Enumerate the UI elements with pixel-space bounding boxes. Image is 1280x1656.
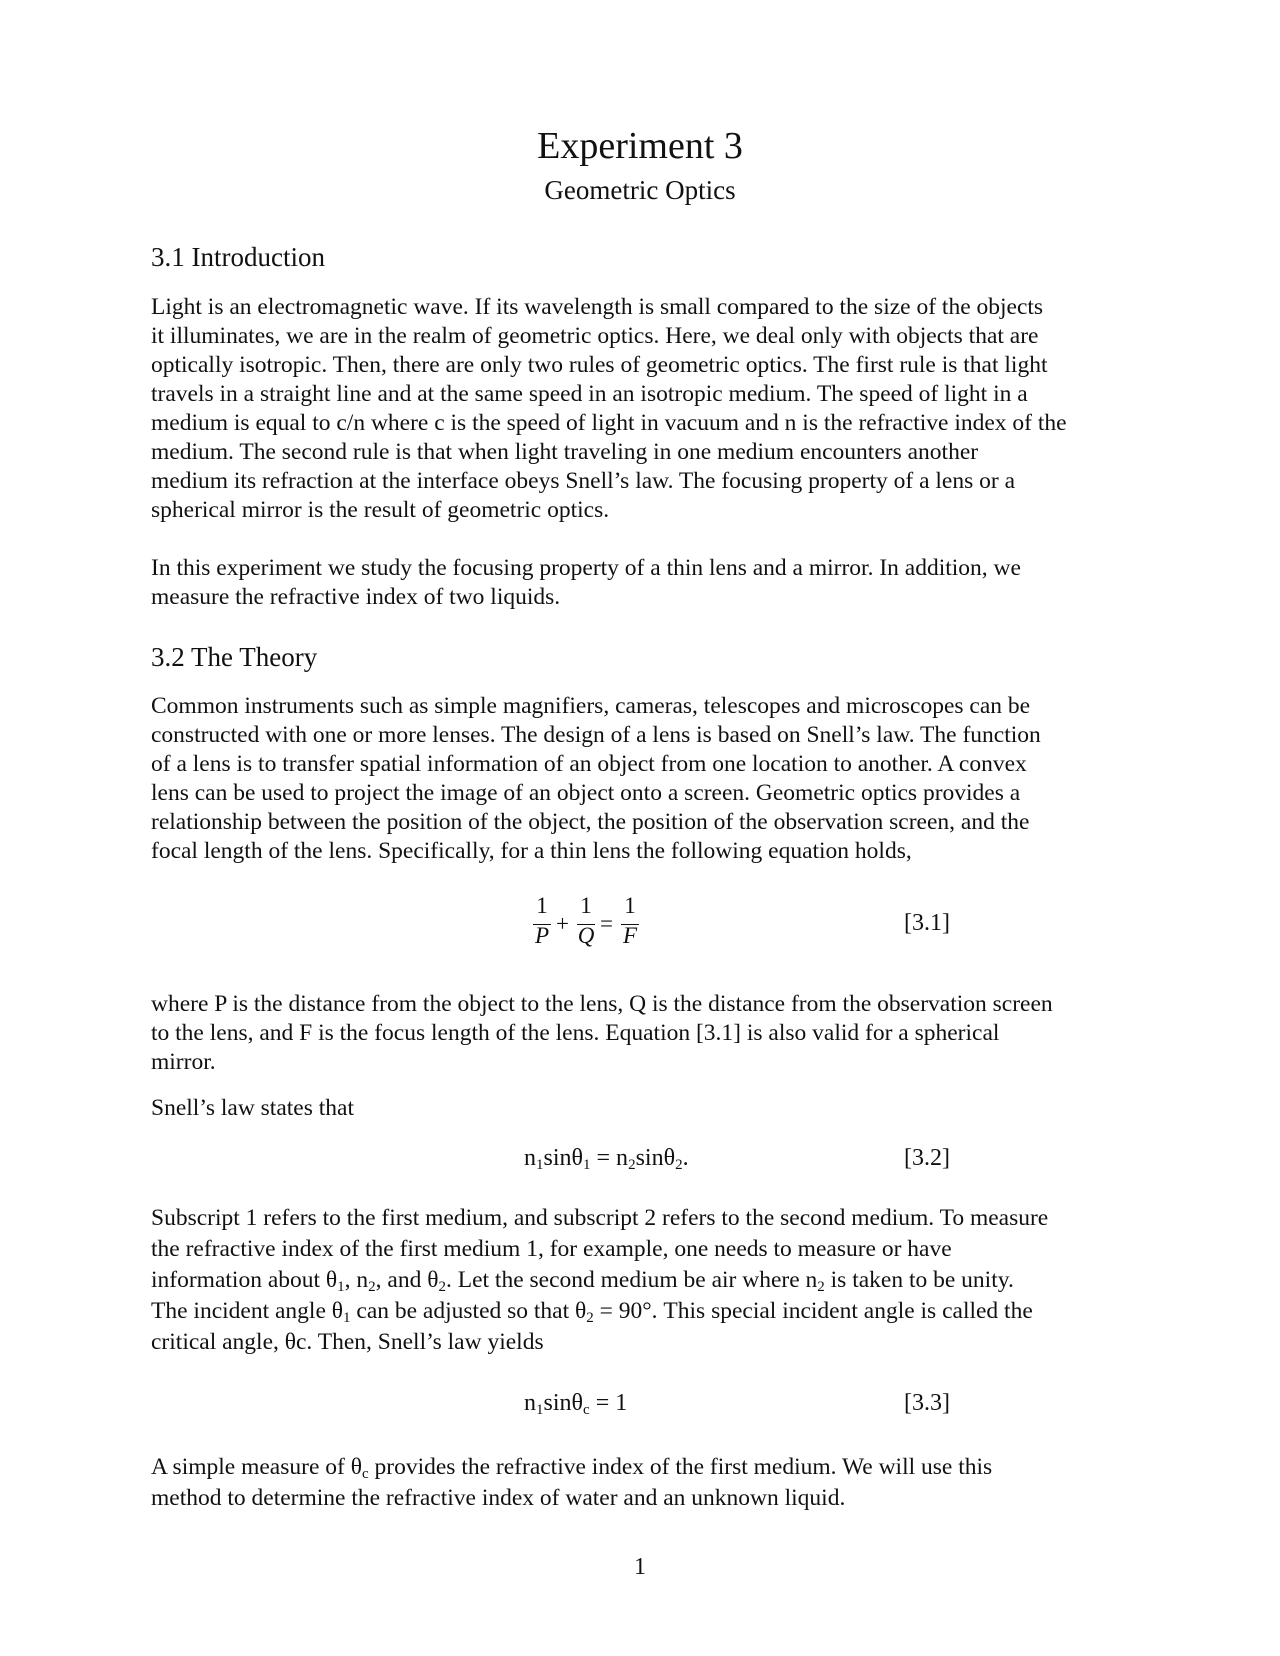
page-number: 1 xyxy=(634,1554,646,1580)
text-line: Light is an electromagnetic wave. If its wavelength is small compared to the size of the objects xyxy=(151,294,1044,320)
equals-sign: = xyxy=(600,911,613,936)
section-heading-introduction: 3.1 Introduction xyxy=(151,242,325,272)
plus-sign: + xyxy=(556,911,569,936)
text-line: spherical mirror is the result of geometric optics. xyxy=(151,497,610,523)
text-line: optically isotropic. Then, there are only two rules of geometric optics. The first rule is that light xyxy=(151,352,1048,378)
subscript: 2 xyxy=(368,1279,376,1295)
subscript: 1 xyxy=(536,1157,544,1173)
document-title: Experiment 3 xyxy=(537,125,743,167)
text-line: mirror. xyxy=(151,1049,216,1075)
subscript: c xyxy=(361,1466,369,1482)
text-line: relationship between the position of the object, the position of the observation screen, and the xyxy=(151,809,1030,835)
numerator: 1 xyxy=(580,893,592,918)
text-line: method to determine the refractive index of water and an unknown liquid. xyxy=(151,1485,846,1511)
intro-paragraph-1 xyxy=(151,293,1136,525)
text-line: of a lens is to transfer spatial information of an object from one location to another. A convex xyxy=(151,751,1027,777)
denominator: Q xyxy=(577,923,595,948)
text-line: Snell’s law states that xyxy=(151,1095,354,1121)
text-line: focal length of the lens. Specifically, for a thin lens the following equation holds, xyxy=(151,838,912,864)
text-run: information about θ xyxy=(151,1267,338,1293)
theory-paragraph-4 xyxy=(151,1203,1136,1358)
equation-label-3-2: [3.2] xyxy=(904,1145,950,1171)
intro-paragraph-2 xyxy=(151,554,1136,612)
text-run: . Let the second medium be air where n xyxy=(445,1267,818,1293)
text-line: to the lens, and F is the focus length of the lens. Equation [3.1] is also valid for a spherical xyxy=(151,1020,1000,1046)
eq-text: n xyxy=(524,1145,536,1171)
equation-3-3 xyxy=(524,1390,627,1417)
text-line: medium is equal to c/n where c is the speed of light in vacuum and n is the refractive index of the xyxy=(151,410,1067,436)
theory-paragraph-1 xyxy=(151,692,1136,866)
subscript: 1 xyxy=(343,1310,351,1326)
eq-text: sinθ xyxy=(543,1145,584,1171)
equation-label-3-1: [3.1] xyxy=(904,910,950,936)
subscript: 2 xyxy=(586,1310,594,1326)
eq-text: = 1 xyxy=(589,1390,628,1416)
subscript: 2 xyxy=(817,1279,825,1295)
numerator: 1 xyxy=(624,893,636,918)
subscript: 1 xyxy=(536,1402,544,1418)
text-line: critical angle, θc. Then, Snell’s law yields xyxy=(151,1329,544,1355)
denominator: F xyxy=(622,923,638,948)
text-line: Subscript 1 refers to the first medium, and subscript 2 refers to the second medium. To measure xyxy=(151,1205,1049,1231)
text-line: Common instruments such as simple magnifiers, cameras, telescopes and microscopes can be xyxy=(151,693,1031,719)
text-run: provides the refractive index of the first medium. We will use this xyxy=(368,1454,993,1480)
text-run: , and θ xyxy=(375,1267,439,1293)
subscript: 2 xyxy=(628,1157,636,1173)
eq-text: sinθ xyxy=(543,1390,584,1416)
text-line xyxy=(151,1265,1136,1296)
subscript: 1 xyxy=(337,1279,345,1295)
subscript: 2 xyxy=(438,1279,446,1295)
text-run: is taken to be unity. xyxy=(824,1267,1014,1293)
text-line: lens can be used to project the image of an object onto a screen. Geometric optics provides a xyxy=(151,780,1021,806)
theory-paragraph-3 xyxy=(151,1094,1136,1123)
document-subtitle: Geometric Optics xyxy=(544,175,736,205)
text-run: A simple measure of θ xyxy=(151,1454,362,1480)
text-line: medium its refraction at the interface obeys Snell’s law. The focusing property of a lens or a xyxy=(151,468,1016,494)
text-line: the refractive index of the first medium 1, for example, one needs to measure or have xyxy=(151,1236,952,1262)
theory-paragraph-5 xyxy=(151,1452,1136,1514)
eq-text: sinθ xyxy=(635,1145,676,1171)
eq-text: . xyxy=(682,1145,689,1171)
denominator: P xyxy=(534,923,550,948)
eq-text: = n xyxy=(590,1145,629,1171)
text-run: , n xyxy=(344,1267,369,1293)
subscript: c xyxy=(583,1402,590,1418)
text-run: = 90°. This special incident angle is called the xyxy=(593,1298,1033,1324)
text-line: measure the refractive index of two liquids. xyxy=(151,584,561,610)
eq-text: n xyxy=(524,1390,536,1416)
text-line: where P is the distance from the object to the lens, Q is the distance from the observation screen xyxy=(151,991,1053,1017)
theory-paragraph-2 xyxy=(151,990,1136,1077)
text-line: constructed with one or more lenses. The design of a lens is based on Snell’s law. The function xyxy=(151,722,1041,748)
equation-3-2 xyxy=(524,1145,689,1172)
text-run: The incident angle θ xyxy=(151,1298,344,1324)
text-line: medium. The second rule is that when light traveling in one medium encounters another xyxy=(151,439,979,465)
text-line: travels in a straight line and at the same speed in an isotropic medium. The speed of light in a xyxy=(151,381,1028,407)
section-heading-theory: 3.2 The Theory xyxy=(151,642,318,672)
subscript: 2 xyxy=(675,1157,683,1173)
text-line xyxy=(151,1296,1136,1327)
text-line: it illuminates, we are in the realm of geometric optics. Here, we deal only with objects that are xyxy=(151,323,1039,349)
equation-label-3-3: [3.3] xyxy=(904,1390,950,1416)
text-line xyxy=(151,1452,1136,1483)
numerator: 1 xyxy=(536,893,548,918)
text-line: In this experiment we study the focusing property of a thin lens and a mirror. In addition, we xyxy=(151,555,1021,581)
text-run: can be adjusted so that θ xyxy=(350,1298,587,1324)
subscript: 1 xyxy=(583,1157,591,1173)
